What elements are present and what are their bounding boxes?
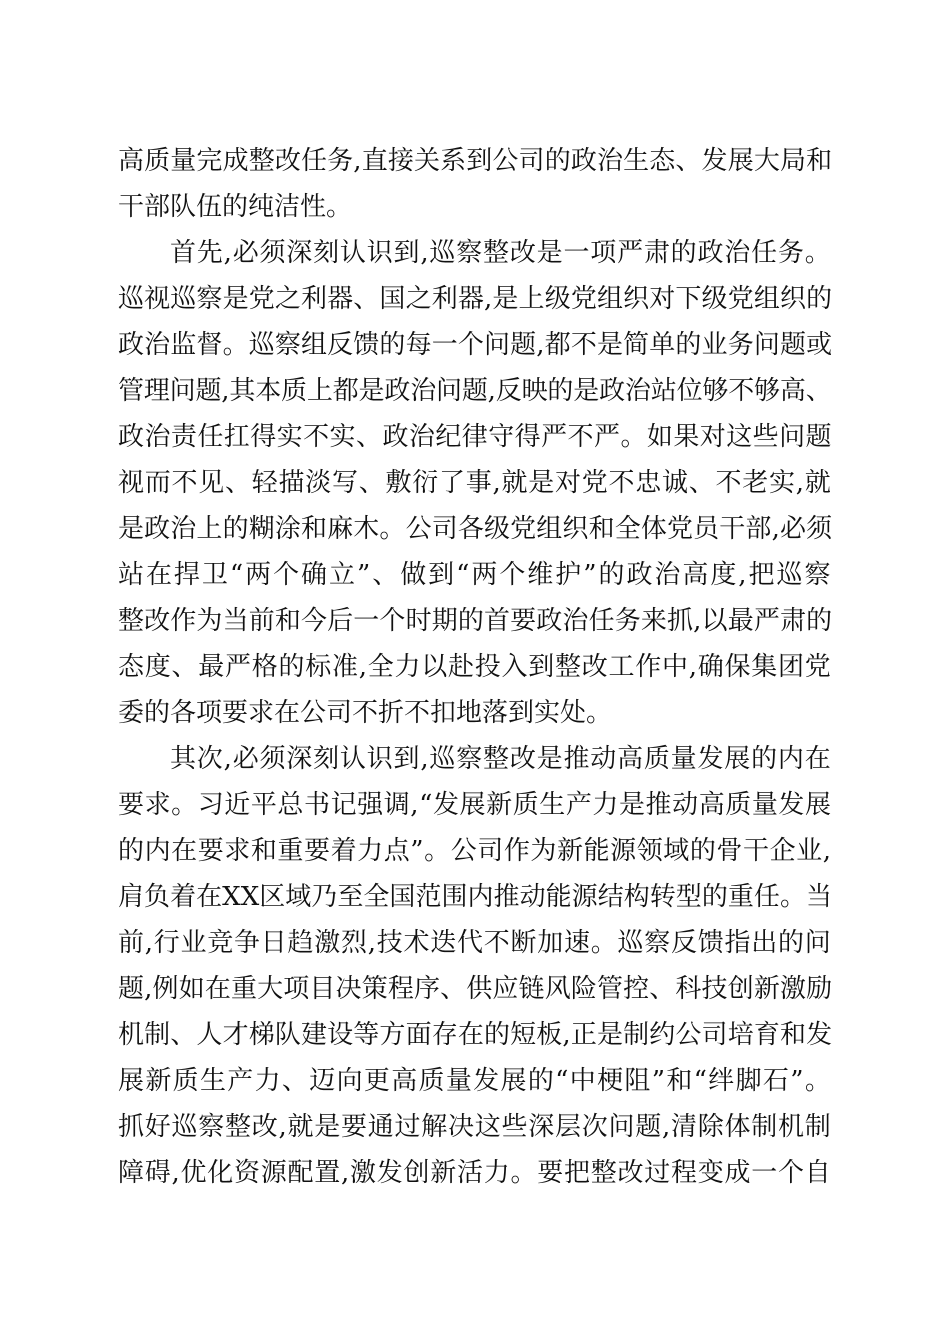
body-text-line: 要求。习近平总书记强调,“发展新质生产力是推动高质量发展: [118, 790, 832, 820]
body-text-line: 机制、人才梯队建设等方面存在的短板,正是制约公司培育和发: [118, 1020, 833, 1050]
body-text-line: 管理问题,其本质上都是政治问题,反映的是政治站位够不够高、: [118, 376, 832, 406]
body-text-line: 障碍,优化资源配置,激发创新活力。要把整改过程变成一个自: [118, 1158, 832, 1188]
body-text-line: 态度、最严格的标准,全力以赴投入到整改工作中,确保集团党: [118, 652, 832, 682]
body-text-line: 政治监督。巡察组反馈的每一个问题,都不是简单的业务问题或: [118, 330, 833, 360]
paragraph-first-line: 首先,必须深刻认识到,巡察整改是一项严肃的政治任务。: [170, 238, 832, 268]
body-text-line: 前,行业竞争日趋激烈,技术迭代不断加速。巡察反馈指出的问: [118, 928, 832, 958]
body-text-line: 肩负着在XX区域乃至全国范围内推动能源结构转型的重任。当: [118, 882, 833, 912]
body-text-line: 巡视巡察是党之利器、国之利器,是上级党组织对下级党组织的: [118, 284, 833, 314]
body-text-line: 抓好巡察整改,就是要通过解决这些深层次问题,清除体制机制: [118, 1112, 832, 1142]
body-text-line: 题,例如在重大项目决策程序、供应链风险管控、科技创新激励: [118, 974, 833, 1004]
body-text-line: 委的各项要求在公司不折不扣地落到实处。: [118, 698, 613, 728]
body-text-line: 政治责任扛得实不实、政治纪律守得严不严。如果对这些问题: [118, 422, 833, 452]
body-text-line: 干部队伍的纯洁性。: [118, 192, 353, 222]
body-text-line: 整改作为当前和今后一个时期的首要政治任务来抓,以最严肃的: [118, 606, 833, 636]
paragraph-first-line: 其次,必须深刻认识到,巡察整改是推动高质量发展的内在: [170, 744, 832, 774]
body-text-line: 是政治上的糊涂和麻木。公司各级党组织和全体党员干部,必须: [118, 514, 833, 544]
body-text-line: 站在捍卫“两个确立”、做到“两个维护”的政治高度,把巡察: [118, 560, 833, 590]
body-text-line: 视而不见、轻描淡写、敷衍了事,就是对党不忠诚、不老实,就: [118, 468, 832, 498]
body-text-line: 高质量完成整改任务,直接关系到公司的政治生态、发展大局和: [118, 146, 833, 176]
body-text-line: 的内在要求和重要着力点”。公司作为新能源领域的骨干企业,: [118, 836, 832, 866]
body-text-line: 展新质生产力、迈向更高质量发展的“中梗阻”和“绊脚石”。: [118, 1066, 833, 1096]
